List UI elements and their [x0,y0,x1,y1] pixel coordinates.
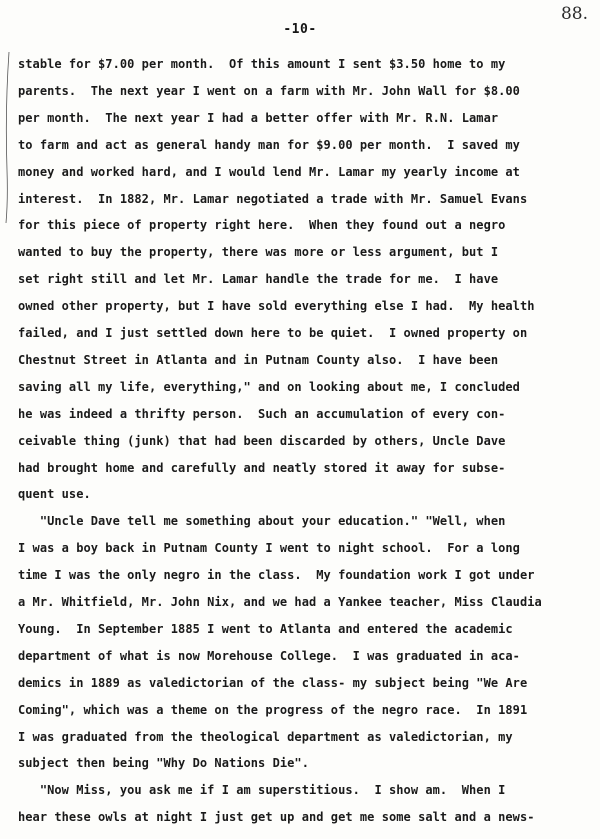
text-line: set right still and let Mr. Lamar handle the trade for me. I have [18,272,499,287]
text-line: I was a boy back in Putnam County I went to night school. For a long [18,541,520,556]
text-line: quent use. [18,487,91,502]
text-line: wanted to buy the property, there was more or less argument, but I [18,245,499,260]
text-line: time I was the only negro in the class. My foundation work I got under [18,568,535,583]
text-line: interest. In 1882, Mr. Lamar negotiated a trade with Mr. Samuel Evans [18,191,528,206]
text-line: I was graduated from the theological department as valedictorian, my [18,729,513,744]
text-line: Coming", which was a theme on the progress of the negro race. In 1891 [18,702,528,717]
text-line: hear these owls at night I just get up and get me some salt and a news- [18,810,535,825]
page-number-corner: 88. [560,4,588,24]
text-line: "Now Miss, you ask me if I am superstitious. I show am. When I [18,783,506,798]
text-line: for this piece of property right here. When they found out a negro [18,218,506,233]
text-line: Chestnut Street in Atlanta and in Putnam County also. I have been [18,352,499,367]
text-line: saving all my life, everything," and on looking about me, I concluded [18,379,520,394]
text-line: had brought home and carefully and neatly stored it away for subse- [18,460,506,475]
text-line: to farm and act as general handy man for $9.00 per month. I saved my [18,137,520,152]
text-line: Young. In September 1885 I went to Atlanta and entered the academic [18,621,513,636]
text-line: subject then being "Why Do Nations Die". [18,756,309,771]
text-line: "Uncle Dave tell me something about your education." "Well, when [18,514,506,529]
text-line: demics in 1889 as valedictorian of the class- my subject being "We Are [18,675,528,690]
text-line: stable for $7.00 per month. Of this amount I sent $3.50 home to my [18,57,506,71]
text-line: department of what is now Morehouse College. I was graduated in aca- [18,648,520,663]
text-line: money and worked hard, and I would lend Mr. Lamar my yearly income at [18,164,520,179]
margin-line-mark [2,50,12,225]
text-line: ceivable thing (junk) that had been discarded by others, Uncle Dave [18,433,506,448]
page-number: -10- [283,22,317,37]
text-line: a Mr. Whitfield, Mr. John Nix, and we had a Yankee teacher, Miss Claudia [18,595,542,609]
text-line: per month. The next year I had a better offer with Mr. R.N. Lamar [18,110,499,125]
text-line: he was indeed a thrifty person. Such an accumulation of every con- [18,406,506,421]
text-line: owned other property, but I have sold everything else I had. My health [18,299,535,314]
text-line: failed, and I just settled down here to be quiet. I owned property on [18,326,528,340]
text-line: parents. The next year I went on a farm with Mr. John Wall for $8.00 [18,83,520,98]
